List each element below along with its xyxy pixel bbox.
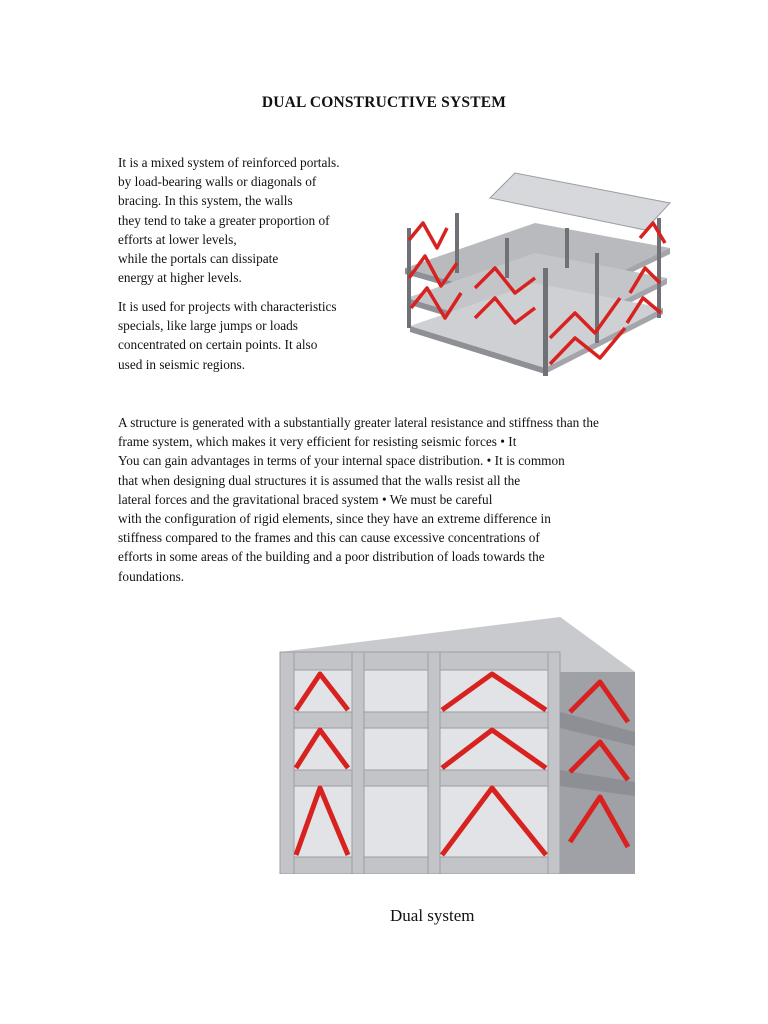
text-line: foundations. [118,568,185,584]
text-line: that when designing dual structures it is assumed that the walls resist all the [118,472,521,488]
dual-system-illustration-bottom [270,612,640,874]
text-line: they tend to take a greater proportion of [118,212,330,228]
text-line: with the configuration of rigid elements, since they have an extreme difference in [118,511,551,527]
text-line: energy at higher levels. [118,270,242,286]
document-title: DUAL CONSTRUCTIVE SYSTEM [261,94,507,111]
text-line: by load-bearing walls or diagonals of [118,174,317,190]
figure-caption: Dual system [390,906,475,925]
advantages-paragraph [118,413,648,586]
text-line: bracing. In this system, the walls [118,193,293,209]
text-line: while the portals can dissipate [118,251,279,267]
text-line: concentrated on certain points. It also [118,337,318,353]
text-line: lateral forces and the gravitational braced system • We must be careful [118,491,493,507]
text-line: It is a mixed system of reinforced portals. [118,155,340,170]
text-line: efforts in some areas of the building and a poor distribution of loads towards the [118,549,545,565]
text-line: used in seismic regions. [118,356,246,372]
text-line: You can gain advantages in terms of your internal space distribution. • It is common [118,453,565,469]
text-line: stiffness compared to the frames and this can cause excessive concentrations of [118,530,540,546]
usage-paragraph [118,297,388,374]
text-line: specials, like large jumps or loads [118,318,298,334]
floor-slabs [405,223,670,374]
text-line: frame system, which makes it very efficient for resisting seismic forces • It [118,434,517,450]
intro-paragraph [118,153,388,287]
roof-slab [490,173,670,230]
dual-system-illustration-top [395,168,675,383]
text-line: efforts at lower levels, [118,231,237,247]
text-line: A structure is generated with a substantially greater lateral resistance and stiffness than the [118,415,599,430]
text-line: It is used for projects with characteristics [118,299,337,314]
